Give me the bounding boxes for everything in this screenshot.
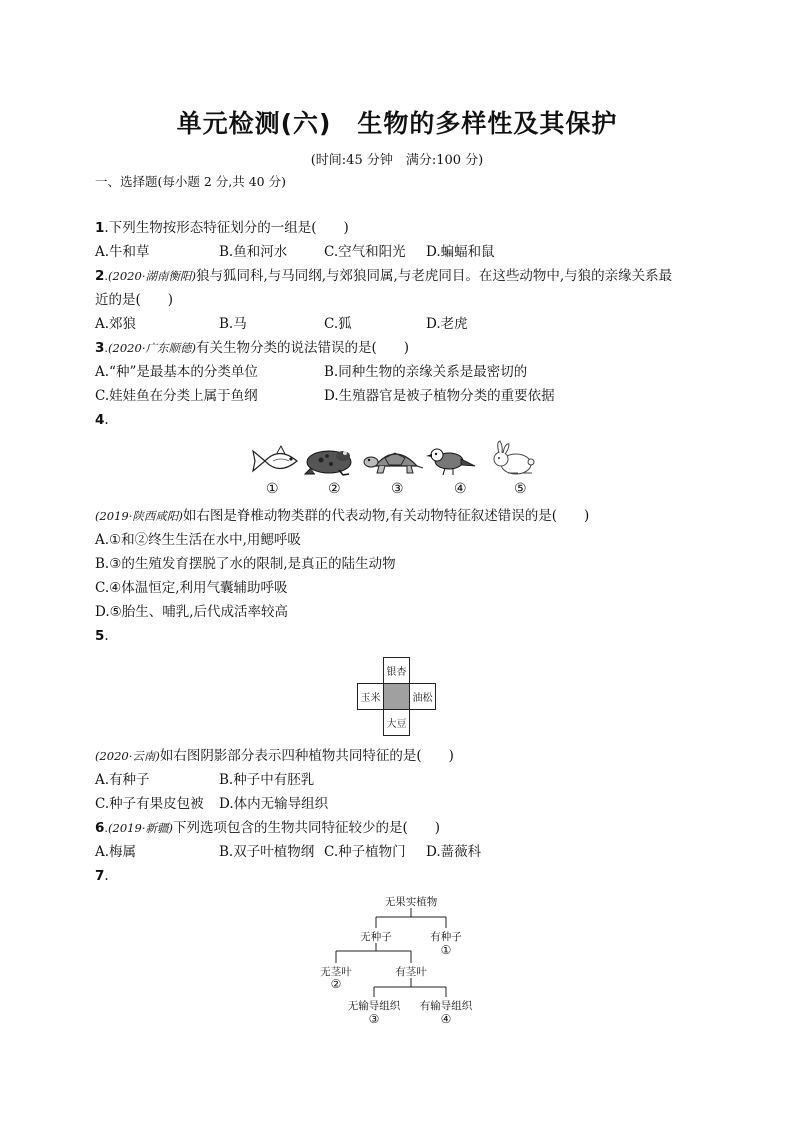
question-stem: 下列选项包含的生物共同特征较少的是( ) [172, 820, 441, 836]
question-stem: 狼与狐同科,与马同纲,与郊狼同属,与老虎同目。在这些动物中,与狼的亲缘关系最 [195, 268, 673, 284]
option-d[interactable]: D.⑤胎生、哺乳,后代成活率较高 [95, 604, 289, 620]
option-a[interactable]: A.牛和草 [95, 244, 150, 260]
tree-node-no-seed: 无种子 [360, 931, 392, 943]
option-b[interactable]: B.双子叶植物纲 [219, 844, 315, 860]
question-dot: . [104, 868, 109, 884]
option-d[interactable]: D.老虎 [426, 316, 468, 332]
animal-label-2: ② [328, 481, 341, 497]
question-source: (2020·云南) [95, 749, 160, 763]
option-b[interactable]: B.种子中有胚乳 [219, 772, 315, 788]
tree-num-4: ④ [440, 1012, 452, 1026]
tree-num-3: ③ [368, 1012, 380, 1026]
animal-label-4: ④ [454, 481, 467, 497]
option-a[interactable]: A.①和②终生生活在水中,用鳃呼吸 [95, 532, 301, 548]
option-a[interactable]: A.郊狼 [95, 316, 137, 332]
option-c[interactable]: C.狐 [324, 316, 352, 332]
question-dot: . [104, 412, 109, 428]
question-number: 7 [95, 868, 105, 884]
question-number: 1 [95, 220, 105, 236]
option-d[interactable]: D.生殖器官是被子植物分类的重要依据 [324, 388, 555, 404]
tree-num-1: ① [440, 943, 452, 957]
question-number: 6 [95, 820, 105, 836]
option-a[interactable]: A.有种子 [95, 772, 150, 788]
question-source: .(2020·广东顺德) [104, 341, 196, 355]
tree-node-no-stem-leaf: 无茎叶 [320, 966, 352, 978]
option-b[interactable]: B.同种生物的亲缘关系是最密切的 [324, 364, 528, 380]
option-b[interactable]: B.③的生殖发育摆脱了水的限制,是真正的陆生动物 [95, 556, 396, 572]
page-title: 单元检测(六) 生物的多样性及其保护 [176, 109, 618, 138]
question-stem: 有关生物分类的说法错误的是( ) [195, 340, 410, 356]
question-source: .(2019·新疆) [104, 821, 173, 835]
question-2-stem-cont: 近的是( ) [95, 292, 174, 308]
question-source: (2019·陕西咸阳) [95, 509, 183, 523]
question-number: 5 [95, 628, 105, 644]
cell-pine: 油松 [409, 683, 436, 710]
exam-info: (时间:45 分钟 满分:100 分) [310, 153, 484, 168]
question-number: 4 [95, 412, 105, 428]
tree-num-2: ② [330, 977, 342, 991]
tree-node-has-vascular: 有输导组织 [419, 1000, 473, 1012]
option-b[interactable]: B.马 [219, 316, 247, 332]
option-d[interactable]: D.蔷薇科 [426, 844, 482, 860]
option-c[interactable]: C.空气和阳光 [324, 244, 406, 260]
option-c[interactable]: C.④体温恒定,利用气囊辅助呼吸 [95, 580, 288, 596]
option-d[interactable]: D.体内无输导组织 [219, 796, 329, 812]
question-number: 2 [95, 268, 105, 284]
tree-node-no-fruit: 无果实植物 [384, 896, 438, 908]
option-a[interactable]: A.梅属 [95, 844, 137, 860]
question-stem: 如右图是脊椎动物类群的代表动物,有关动物特征叙述错误的是( ) [182, 508, 590, 524]
question-stem: .下列生物按形态特征划分的一组是( ) [104, 220, 349, 236]
tree-node-no-vascular: 无输导组织 [347, 1000, 401, 1012]
cell-corn: 玉米 [357, 683, 384, 710]
animal-label-1: ① [266, 481, 279, 497]
option-a[interactable]: A.“种”是最基本的分类单位 [95, 364, 258, 380]
option-c[interactable]: C.娃娃鱼在分类上属于鱼纲 [95, 388, 258, 404]
question-source: .(2020·湖南衡阳) [104, 269, 196, 283]
animal-label-5: ⑤ [514, 481, 527, 497]
question-dot: . [104, 628, 109, 644]
tree-node-has-stem-leaf: 有茎叶 [395, 966, 427, 978]
animal-label-3: ③ [391, 481, 404, 497]
option-b[interactable]: B.鱼和河水 [219, 244, 288, 260]
tree-node-has-seed: 有种子 [430, 931, 462, 943]
option-c[interactable]: C.种子有果皮包被 [95, 796, 204, 812]
option-d[interactable]: D.蝙蝠和鼠 [426, 244, 495, 260]
option-c[interactable]: C.种子植物门 [324, 844, 406, 860]
question-number: 3 [95, 340, 105, 356]
question-stem: 如右图阴影部分表示四种植物共同特征的是( ) [159, 748, 454, 764]
cell-soybean: 大豆 [383, 709, 410, 736]
cell-ginkgo: 银杏 [383, 657, 410, 684]
section-heading: 一、选择题(每小题 2 分,共 40 分) [95, 174, 286, 189]
